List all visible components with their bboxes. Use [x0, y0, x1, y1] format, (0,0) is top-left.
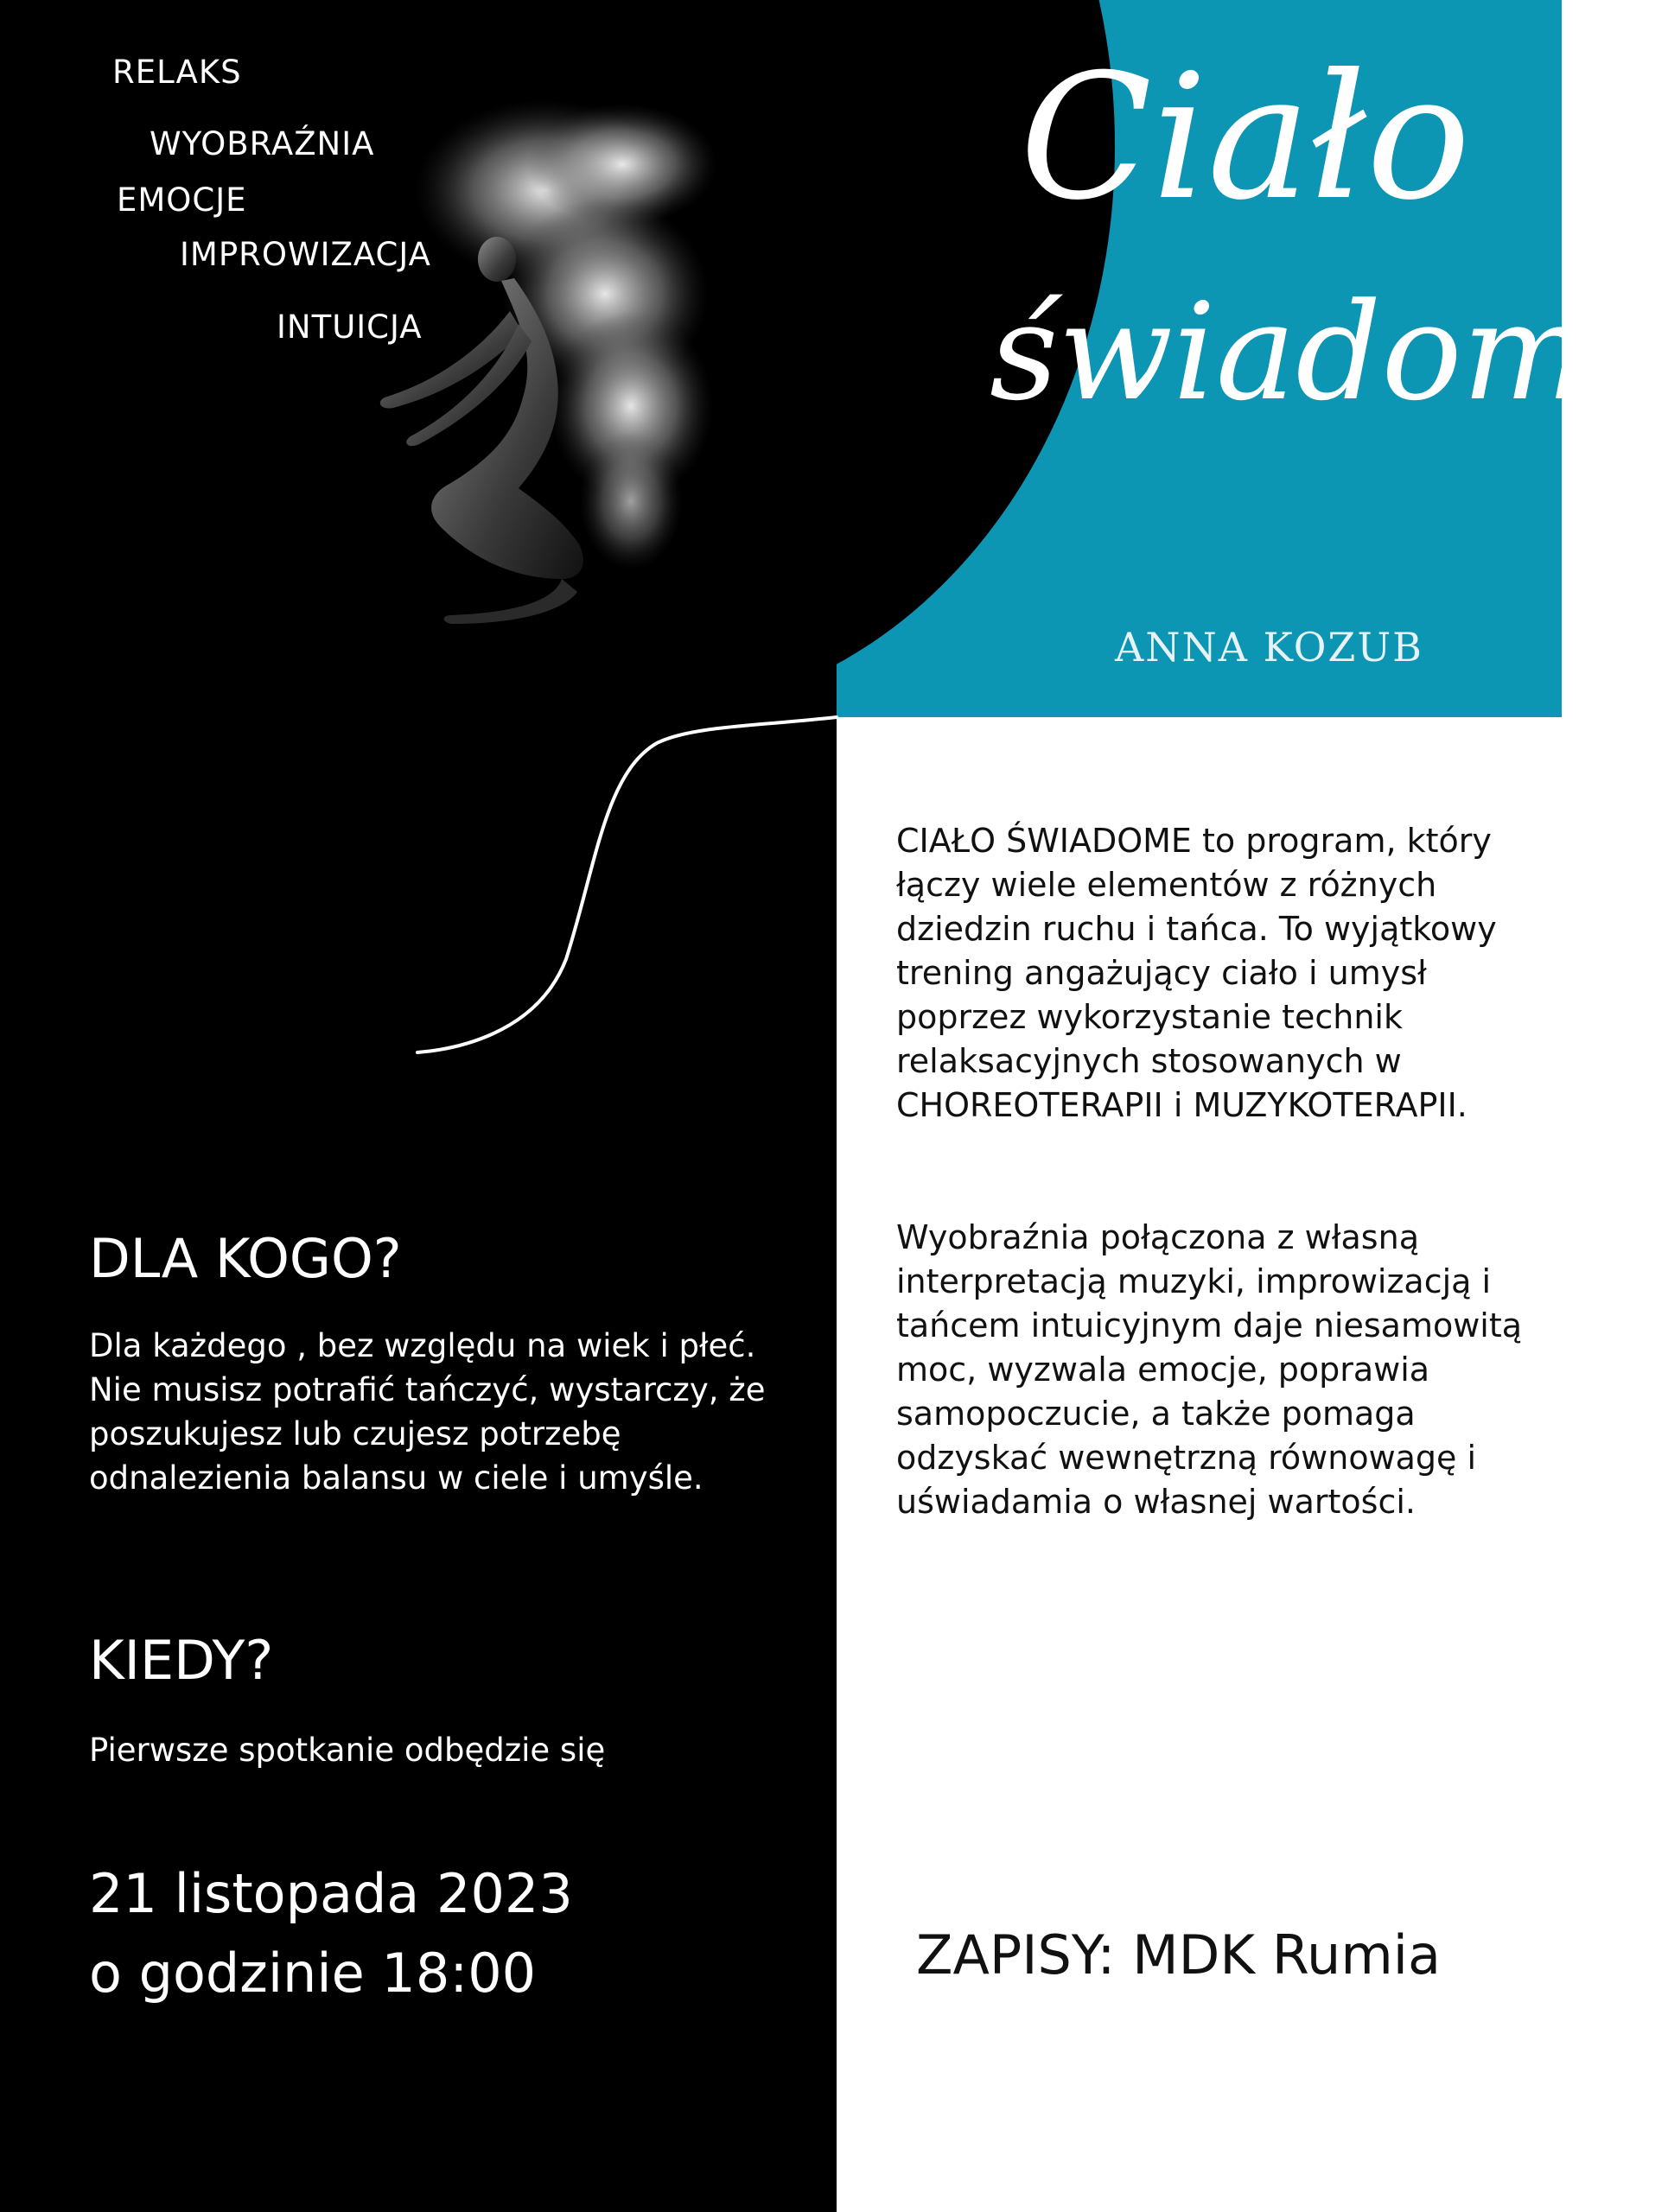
- program-intro: CIAŁO ŚWIADOME to program, który łączy wiele elementów z różnych dziedzin ruchu i tańca. To wyjątkowy trening angażujący ciało i umysł poprzez wykorzystanie technik relaksacyjnych stosowanych w CHOREOTERAPII i MUZYKOTERAPII.: [896, 822, 1497, 1124]
- keyword-improwizacja: IMPROWIZACJA: [180, 236, 431, 273]
- keyword-relaks: RELAKS: [112, 54, 242, 91]
- program-description: Wyobraźnia połączona z własną interpretacją muzyki, improwizacją i tańcem intuicyjnym daje niesamowitą moc, wyzwala emocje, poprawia samopoczucie, a także pomaga odzyskać wewnętrzną równowagę i uświadamia o własnej wartości.: [896, 1218, 1523, 1521]
- keyword-intuicja: INTUICJA: [277, 308, 423, 346]
- event-time-line: o godzinie 18:00: [89, 1942, 537, 2005]
- event-date-line: 21 listopada 2023: [89, 1862, 573, 1925]
- keyword-emocje: EMOCJE: [117, 181, 247, 219]
- title-line-1: Ciało: [1020, 37, 1471, 238]
- when-heading: KIEDY?: [89, 1629, 274, 1692]
- dancer-illustration: [346, 95, 830, 657]
- author-name: ANNA KOZUB: [1115, 624, 1423, 671]
- keyword-wyobraznia: WYOBRAŹNIA: [150, 125, 375, 162]
- when-text: Pierwsze spotkanie odbędzie się: [89, 1732, 606, 1769]
- for-whom-heading: DLA KOGO?: [89, 1227, 402, 1290]
- title-line-2: świadome: [990, 274, 1668, 430]
- for-whom-text: Dla każdego , bez względu na wiek i płeć. Nie musisz potrafić tańczyć, wystarczy, że poszukujesz lub czujesz potrzebę odnalezienia balansu w ciele i umyśle.: [89, 1327, 766, 1497]
- signup-info: ZAPISY: MDK Rumia: [916, 1923, 1441, 1986]
- event-date: [89, 1854, 806, 2013]
